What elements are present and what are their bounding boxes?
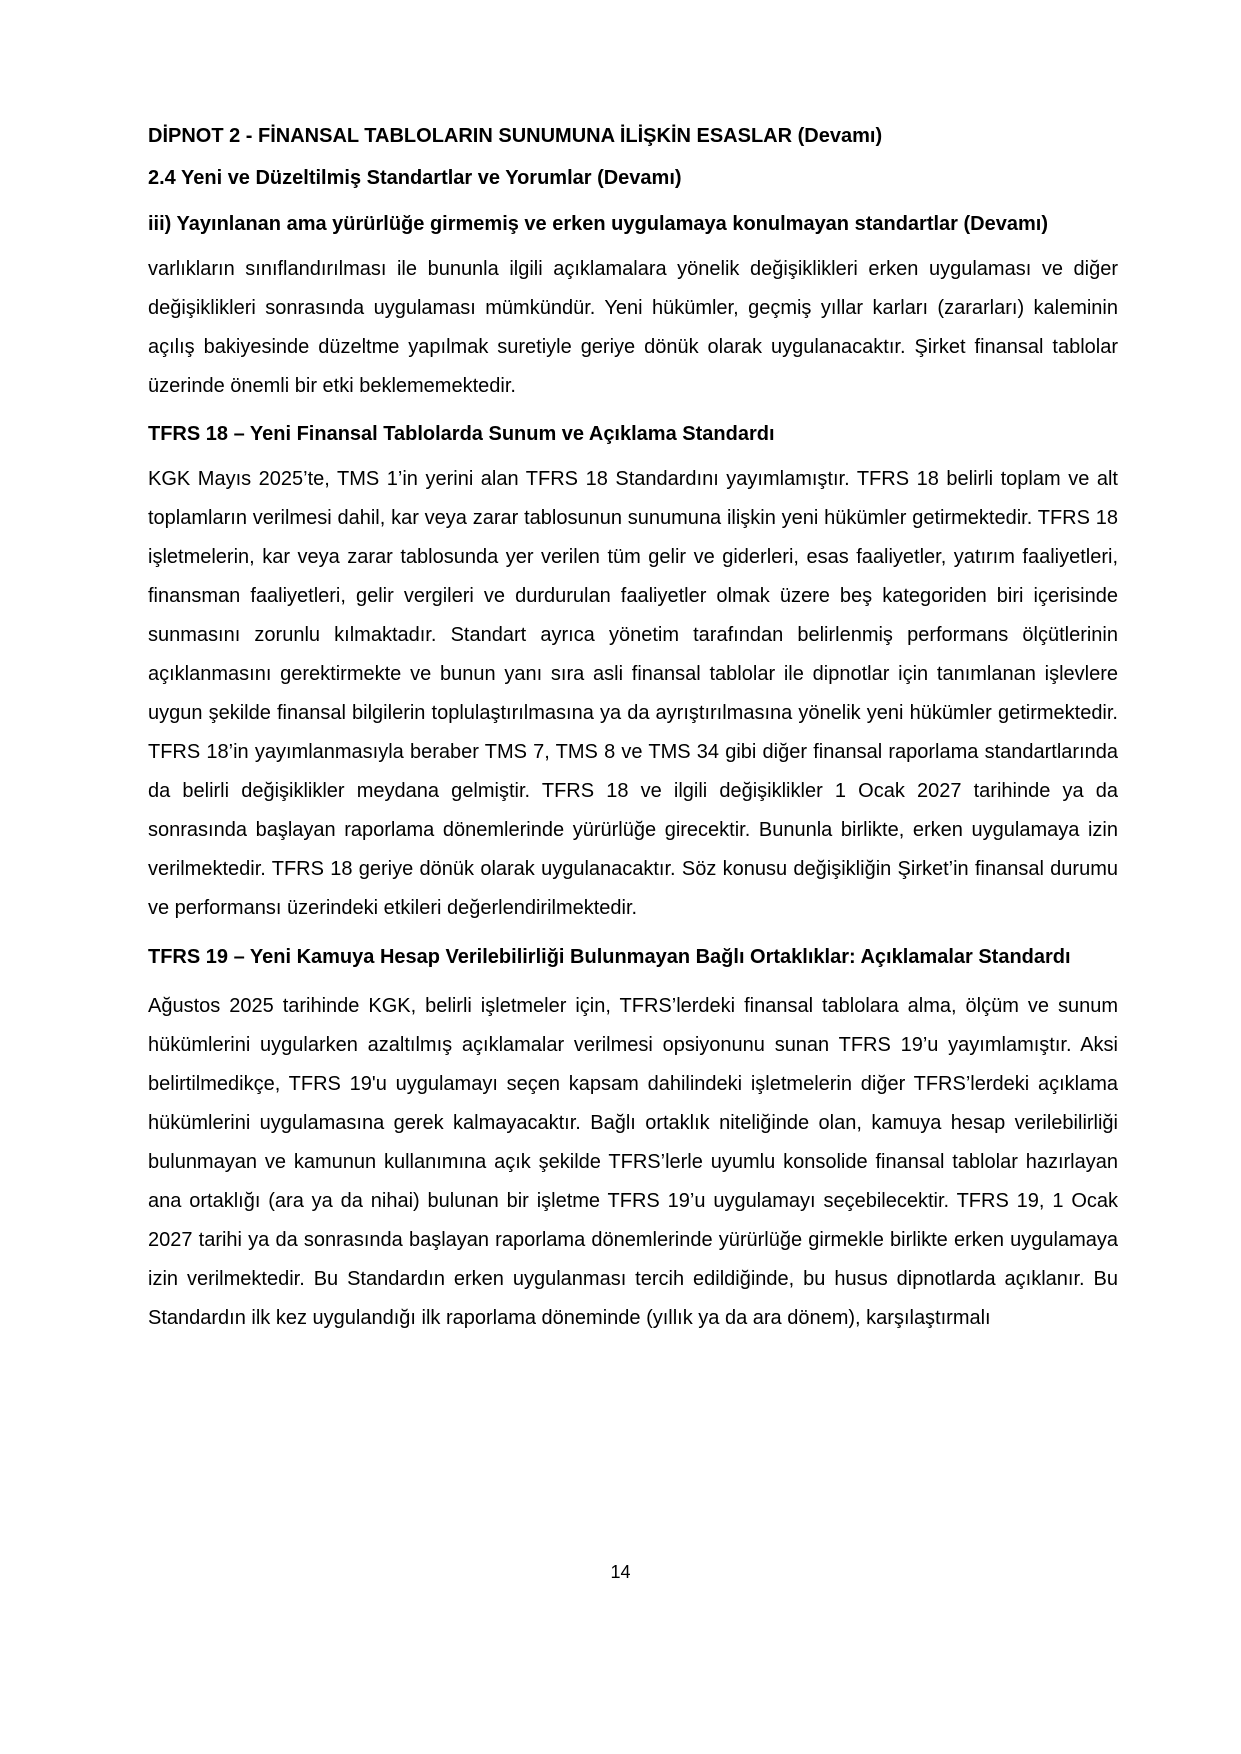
- intro-paragraph: varlıkların sınıflandırılması ile bununla ilgili açıklamalara yönelik değişiklikleri erken uygulaması ve diğer değişiklikleri sonrasında uygulaması mümkündür. Yeni hükümler, geçmiş yıllar karları (zararları) kaleminin açılış bakiyesinde düzeltme yapılmak suretiyle geriye dönük olarak uygulanacaktır. Şirket finansal tablolar üzerinde önemli bir etki beklememektedir.: [148, 258, 1118, 397]
- document-page: [148, 118, 1118, 1348]
- page-number: 14: [610, 1562, 631, 1582]
- tfrs19-paragraph: Ağustos 2025 tarihinde KGK, belirli işletmeler için, TFRS’lerdeki finansal tablolara alma, ölçüm ve sunum hükümlerini uygularken azaltılmış açıklamalar verilmesi opsiyonunu sunan TFRS 19’u yayımlamıştır. Aksi belirtilmedikçe, TFRS 19'u uygulamayı seçen kapsam dahilindeki işletmelerin diğer TFRS’lerdeki açıklama hükümlerini uygulamasına gerek kalmayacaktır. Bağlı ortaklık niteliğinde olan, kamuya hesap verilebilirliği bulunmayan ve kamunun kullanımına açık şekilde TFRS’lerle uyumlu konsolide finansal tablolar hazırlayan ana ortaklığı (ara ya da nihai) bulunan bir işletme TFRS 19’u uygulamayı seçebilecektir. TFRS 19, 1 Ocak 2027 tarihi ya da sonrasında başlayan raporlama dönemlerinde yürürlüğe girmekle birlikte erken uygulamaya izin verilmektedir. Bu Standardın erken uygulanması tercih edildiğinde, bu husus dipnotlarda açıklanır. Bu Standardın ilk kez uygulandığı ilk raporlama döneminde (yıllık ya da ara dönem), karşılaştırmalı: [148, 995, 1118, 1329]
- tfrs18-heading: TFRS 18 – Yeni Finansal Tablolarda Sunum ve Açıklama Standardı: [148, 423, 775, 445]
- tfrs19-heading: TFRS 19 – Yeni Kamuya Hesap Verilebilirliği Bulunmayan Bağlı Ortaklıklar: Açıklamalar Standardı: [148, 946, 1071, 968]
- note-heading: DİPNOT 2 - FİNANSAL TABLOLARIN SUNUMUNA İLİŞKİN ESASLAR (Devamı): [148, 125, 883, 147]
- section-heading: 2.4 Yeni ve Düzeltilmiş Standartlar ve Yorumlar (Devamı): [148, 167, 682, 189]
- subsection-heading: iii) Yayınlanan ama yürürlüğe girmemiş ve erken uygulamaya konulmayan standartlar (Devamı): [148, 213, 1048, 235]
- tfrs18-paragraph: KGK Mayıs 2025’te, TMS 1’in yerini alan TFRS 18 Standardını yayımlamıştır. TFRS 18 belirli toplam ve alt toplamların verilmesi dahil, kar veya zarar tablosunun sunumuna ilişkin yeni hükümler getirmektedir. TFRS 18 işletmelerin, kar veya zarar tablosunda yer verilen tüm gelir ve giderleri, esas faaliyetler, yatırım faaliyetleri, finansman faaliyetleri, gelir vergileri ve durdurulan faaliyetler olmak üzere beş kategoriden biri içerisinde sunmasını zorunlu kılmaktadır. Standart ayrıca yönetim tarafından belirlenmiş performans ölçütlerinin açıklanmasını gerektirmekte ve bunun yanı sıra asli finansal tablolar ile dipnotlar için tanımlanan işlevlere uygun şekilde finansal bilgilerin toplulaştırılmasına ya da ayrıştırılmasına yönelik yeni hükümler getirmektedir. TFRS 18’in yayımlanmasıyla beraber TMS 7, TMS 8 ve TMS 34 gibi diğer finansal raporlama standartlarında da belirli değişiklikler meydana gelmiştir. TFRS 18 ve ilgili değişiklikler 1 Ocak 2027 tarihinde ya da sonrasında başlayan raporlama dönemlerinde yürürlüğe girecektir. Bununla birlikte, erken uygulamaya izin verilmektedir. TFRS 18 geriye dönük olarak uygulanacaktır. Söz konusu değişikliğin Şirket’in finansal durumu ve performansı üzerindeki etkileri değerlendirilmektedir.: [148, 468, 1118, 919]
